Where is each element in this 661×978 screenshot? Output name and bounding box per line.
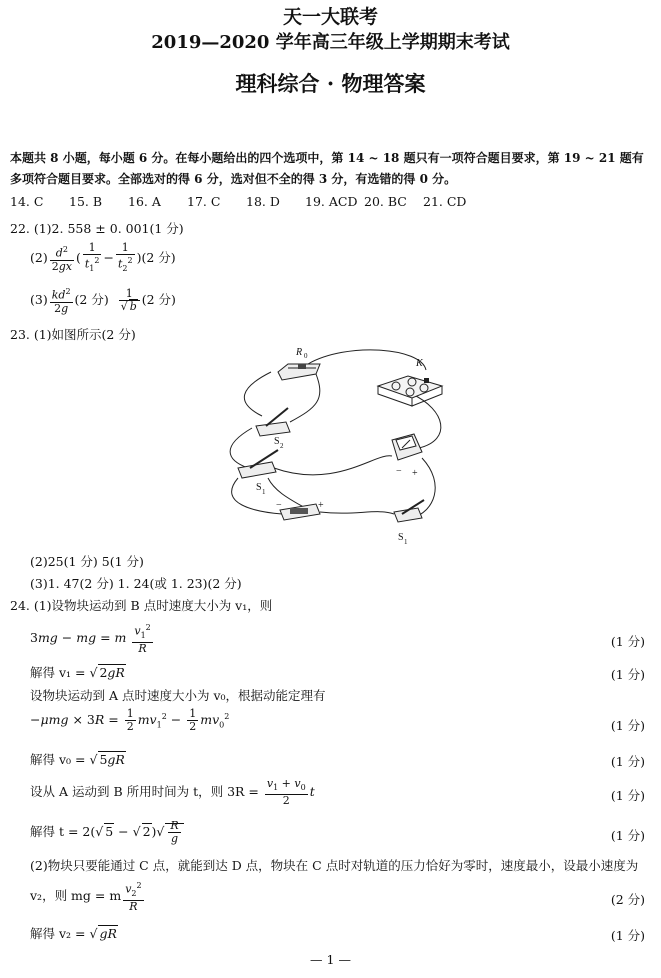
q24-line-9: (2)物块只要能通过 C 点，就能到达 D 点，物块在 C 点时对轨道的压力恰好为零时，速度最小，设最小速度为 (30, 858, 639, 873)
answer-19: 19. ACD (305, 194, 358, 209)
q23-part1: 23. (1)如图所示(2 分) (10, 327, 136, 342)
battery (280, 504, 320, 520)
q22-part1: 22. (1)2. 558 ± 0. 001(1 分) (10, 221, 184, 236)
answer-17: 17. C (187, 194, 221, 209)
formula-d2-2gx: $\frac{d^2}{2gx}$ (51, 245, 72, 273)
q22-part3: (3) $\frac{kd^2}{2g}$ (2 分) $\frac{1}{√ b}$ (2 分) (30, 286, 176, 315)
rheostat-r0 (278, 364, 320, 380)
svg-text:+: + (412, 468, 418, 479)
q23-part2: (2)25(1 分) 5(1 分) (30, 554, 144, 569)
answer-20: 20. BC (364, 194, 407, 209)
formula-1-sqrt-b: $\frac{1}{√ b}$ (119, 288, 140, 313)
q24-score-1: (1 分) (610, 634, 645, 649)
label-s1-sub: 1 (262, 488, 266, 496)
q24-line-1: 24. (1)设物块运动到 B 点时速度大小为 v₁，则 (10, 598, 273, 613)
svg-text:−: − (276, 500, 282, 511)
q24-eq-3: −μmg × 3R = $\frac{1}{2}$ $mv_1^2$ − $\frac{1}{2}$ $mv_0^2$ (30, 707, 230, 733)
title-line-1: 天一大联考 (282, 6, 378, 28)
q24-score-7: (2 分) (610, 892, 645, 907)
q24-score-8: (1 分) (610, 928, 645, 943)
q24-eq-4: 解得 v₀ = √ 5gR (30, 752, 125, 767)
label-r0: R (296, 347, 303, 358)
svg-text:+: + (318, 500, 324, 511)
title-line-2: 2019—2020 学年高三年级上学期期末考试 (151, 32, 510, 53)
q24-line-4: 设物块运动到 A 点时速度大小为 v₀，根据动能定理有 (30, 688, 326, 703)
q24-score-2: (1 分) (610, 667, 645, 682)
answer-15: 15. B (69, 194, 103, 209)
q22-part2: (2) $\frac{d^2}{2gx}$ ( $\frac{1}{t_1^2}$ − $\frac{1}{t_2^2}$ )(2 分) (30, 241, 176, 273)
q24-score-5: (1 分) (610, 788, 645, 803)
label-s2-sub: 2 (280, 442, 284, 450)
switch-s2 (256, 408, 290, 436)
answer-14: 14. C (10, 194, 44, 209)
circuit-diagram (216, 342, 460, 548)
label-s2: S (274, 436, 280, 447)
answer-21: 21. CD (423, 194, 467, 209)
title-line-3: 理科综合 · 物理答案 (235, 71, 426, 96)
q24-eq-8: 解得 v₂ = √ gR (30, 926, 117, 941)
mc-answers (10, 194, 482, 209)
label-s1: S (256, 482, 262, 493)
q24-eq-1: 3mg − mg = m $\frac{v_1^2}{R}$ (30, 623, 151, 655)
answer-16: 16. A (128, 194, 161, 209)
label-r0-sub: 0 (304, 352, 308, 360)
q23-part3: (3)1. 47(2 分) 1. 24(或 1. 23)(2 分) (30, 576, 242, 591)
instructions: 本题共 8 小题，每小题 6 分。在每小题给出的四个选项中，第 14 ~ 18 题只有一项符合题目要求，第 19 ~ 21 题有多项符合题目要求。全部选对的得 6 分，选对但不全的得 3 分，有选错的得 0 分。 (10, 151, 644, 186)
q24-eq-6: 解得 t = 2(√ 5 − √ 2)√ $\frac{R}{g}$ (30, 820, 184, 845)
formula-kd2-2g: $\frac{kd^2}{2g}$ (51, 287, 71, 315)
q24-score-3: (1 分) (610, 718, 645, 733)
switch-s1-lower (394, 500, 424, 522)
label-s1b-sub: 1 (404, 538, 408, 546)
switch-box-k (378, 376, 442, 406)
q24-eq-5: 设从 A 运动到 B 所用时间为 t，则 3R = $\frac{v_1 + v_0}{2}$ t (30, 777, 315, 808)
q24-eq-2: 解得 v₁ = √ 2gR (30, 665, 125, 680)
answer-18: 18. D (246, 194, 280, 209)
label-k: K (416, 358, 423, 369)
q24-eq-7: v₂，则 mg = m $\frac{v_2^2}{R}$ (30, 881, 142, 913)
switch-s1 (238, 450, 278, 478)
q24-score-6: (1 分) (610, 828, 645, 843)
label-s1b: S (398, 532, 404, 543)
page-number: — 1 — (310, 952, 351, 967)
q24-score-4: (1 分) (610, 754, 645, 769)
svg-text:−: − (396, 466, 402, 477)
voltmeter (392, 434, 422, 460)
